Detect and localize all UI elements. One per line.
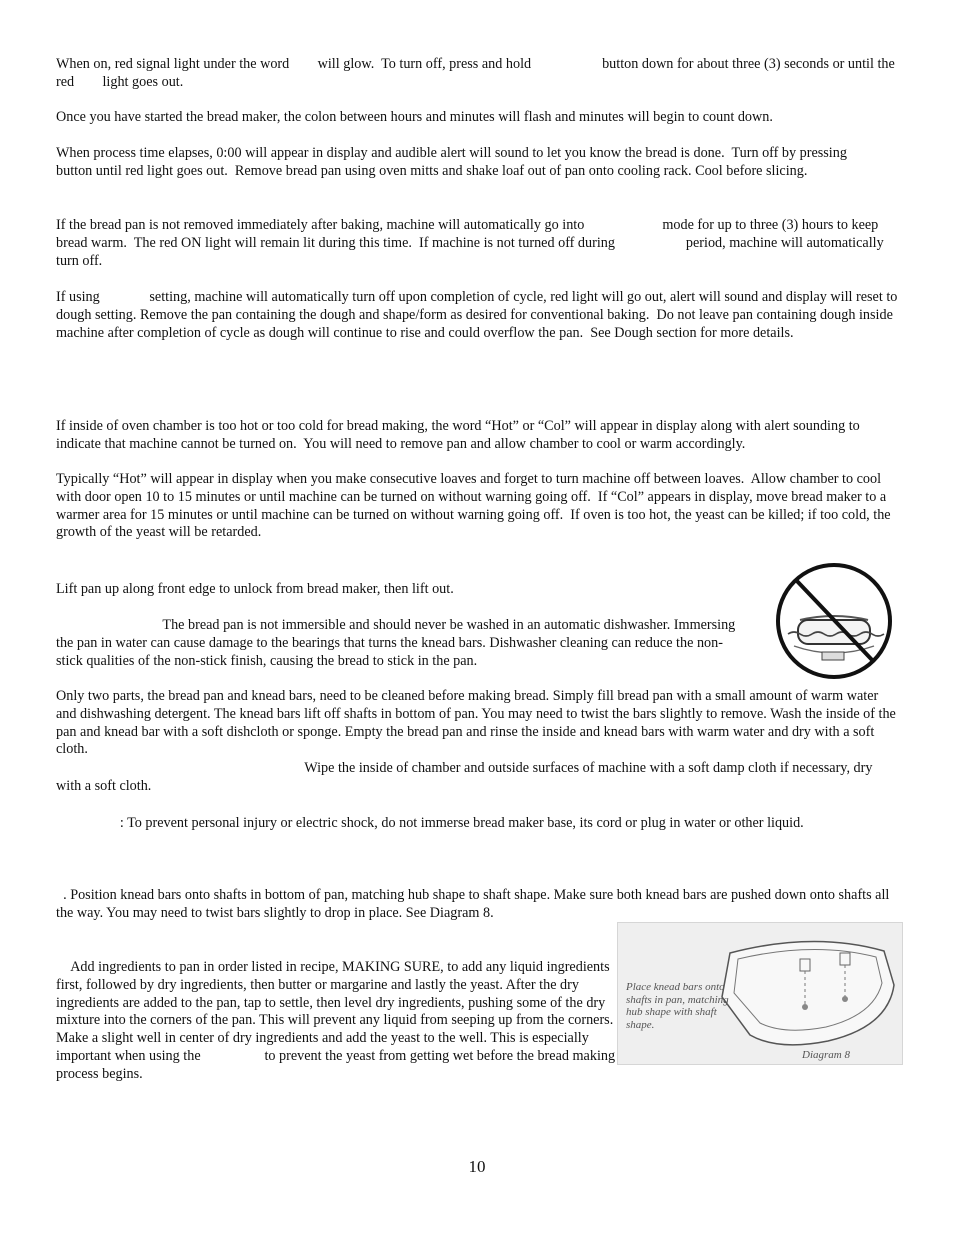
- para-hot-col: If inside of oven chamber is too hot or too cold for bread making, the word “Hot” or “Col” will appear in display along with alert sounding to indicate that machine cannot be turned on. You will need to remove pan and allow chamber to cool or warm accordingly.: [56, 418, 864, 452]
- para-countdown: Once you have started the bread maker, the colon between hours and minutes will flash and minutes will begin to count down.: [56, 109, 773, 125]
- para-dough-setting: If using setting, machine will automatically turn off upon completion of cycle, red light will go out, alert will sound and display will reset to dough setting. Remove the pan containing the dough and shape/form as desired for conventional baking. Do not leave pan containing dough inside machine after completion of cycle as dough will continue to rise and could overflow the pan. See Dough section for more details.: [56, 289, 901, 341]
- para-keep-warm: If the bread pan is not removed immediately after baking, machine will automatically go into mode for up to three (3) hours to keep bread warm. The red ON light will remain lit during this time. If machine is not turned off during period, machine will automatically turn off.: [56, 217, 888, 269]
- diagram-8-image: [617, 922, 903, 1065]
- para-turn-off: When on, red signal light under the word will glow. To turn off, press and hold button down for about three (3) seconds or until the red light goes out.: [56, 56, 899, 90]
- para-process-done: When process time elapses, 0:00 will appear in display and audible alert will sound to let you know the bread is done. Turn off by pressing button until red light goes out. Remove bread pan using oven mitts and shake loaf out of pan onto cooling rack. Cool before slicing.: [56, 145, 918, 179]
- para-knead-bars: . Position knead bars onto shafts in bottom of pan, matching hub shape to shaft shape. Make sure both knead bars are pushed down onto shafts all the way. You may need to twist bars slightly to drop in place. See Diagram 8.: [56, 887, 893, 921]
- page-number: 10: [468, 1157, 486, 1176]
- para-lift-pan: Lift pan up along front edge to unlock from bread maker, then lift out.: [56, 581, 454, 597]
- para-add-ingredients: Add ingredients to pan in order listed in recipe, MAKING SURE, to add any liquid ingredients first, followed by dry ingredients, then butter or margarine and lastly the yeast. After the dry ingredients are added to the pan, tap to settle, then level dry ingredients, pushing some of the dry mixture into the corners of the pan. This will prevent any liquid from seeping up from the corners. Make a slight well in center of dry ingredients and add the yeast to the well. This is especially important when using the to prevent the yeast from getting wet before the bread making process begins.: [56, 959, 619, 1082]
- para-wipe-chamber: Wipe the inside of chamber and outside surfaces of machine with a soft damp cloth if necessary, dry with a soft cloth.: [56, 760, 877, 794]
- para-warning: : To prevent personal injury or electric shock, do not immerse bread maker base, its cord or plug in water or other liquid.: [56, 815, 804, 831]
- para-cleaning: Only two parts, the bread pan and knead bars, need to be cleaned before making bread. Simply fill bread pan with a small amount of warm water and dishwashing detergent. The knead bars lift off shafts in bottom of pan. You may need to twist the bars slightly to remove. Wash the inside of the pan and knead bar with a soft dishcloth or sponge. Empty the bread pan and rinse the inside and knead bars with warm water and dry with a soft cloth.: [56, 688, 900, 758]
- para-consecutive-loaves: Typically “Hot” will appear in display when you make consecutive loaves and forget to turn machine off between loaves. Allow chamber to cool with door open 10 to 15 minutes or until machine can be turned on without warning going off. If “Col” appears in display, move bread maker to a warmer area for 15 minutes or until machine can be turned on without warning going off. If oven is too hot, the yeast can be killed; if too cold, the growth of the yeast will be retarded.: [56, 471, 895, 541]
- para-not-immersible: The bread pan is not immersible and should never be washed in an automatic dishwasher. Immersing the pan in water can cause damage to the bearings that turns the knead bars. Dishwasher cleaning can reduce the non-stick qualities of the non-stick finish, causing the bread to stick in the pan.: [56, 617, 739, 669]
- diagram-caption-note: Place knead bars onto shafts in pan, matching hub shape with shaft shape.: [626, 981, 729, 1031]
- no-immersion-icon: [770, 560, 898, 682]
- diagram-caption-label: Diagram 8: [802, 1049, 850, 1061]
